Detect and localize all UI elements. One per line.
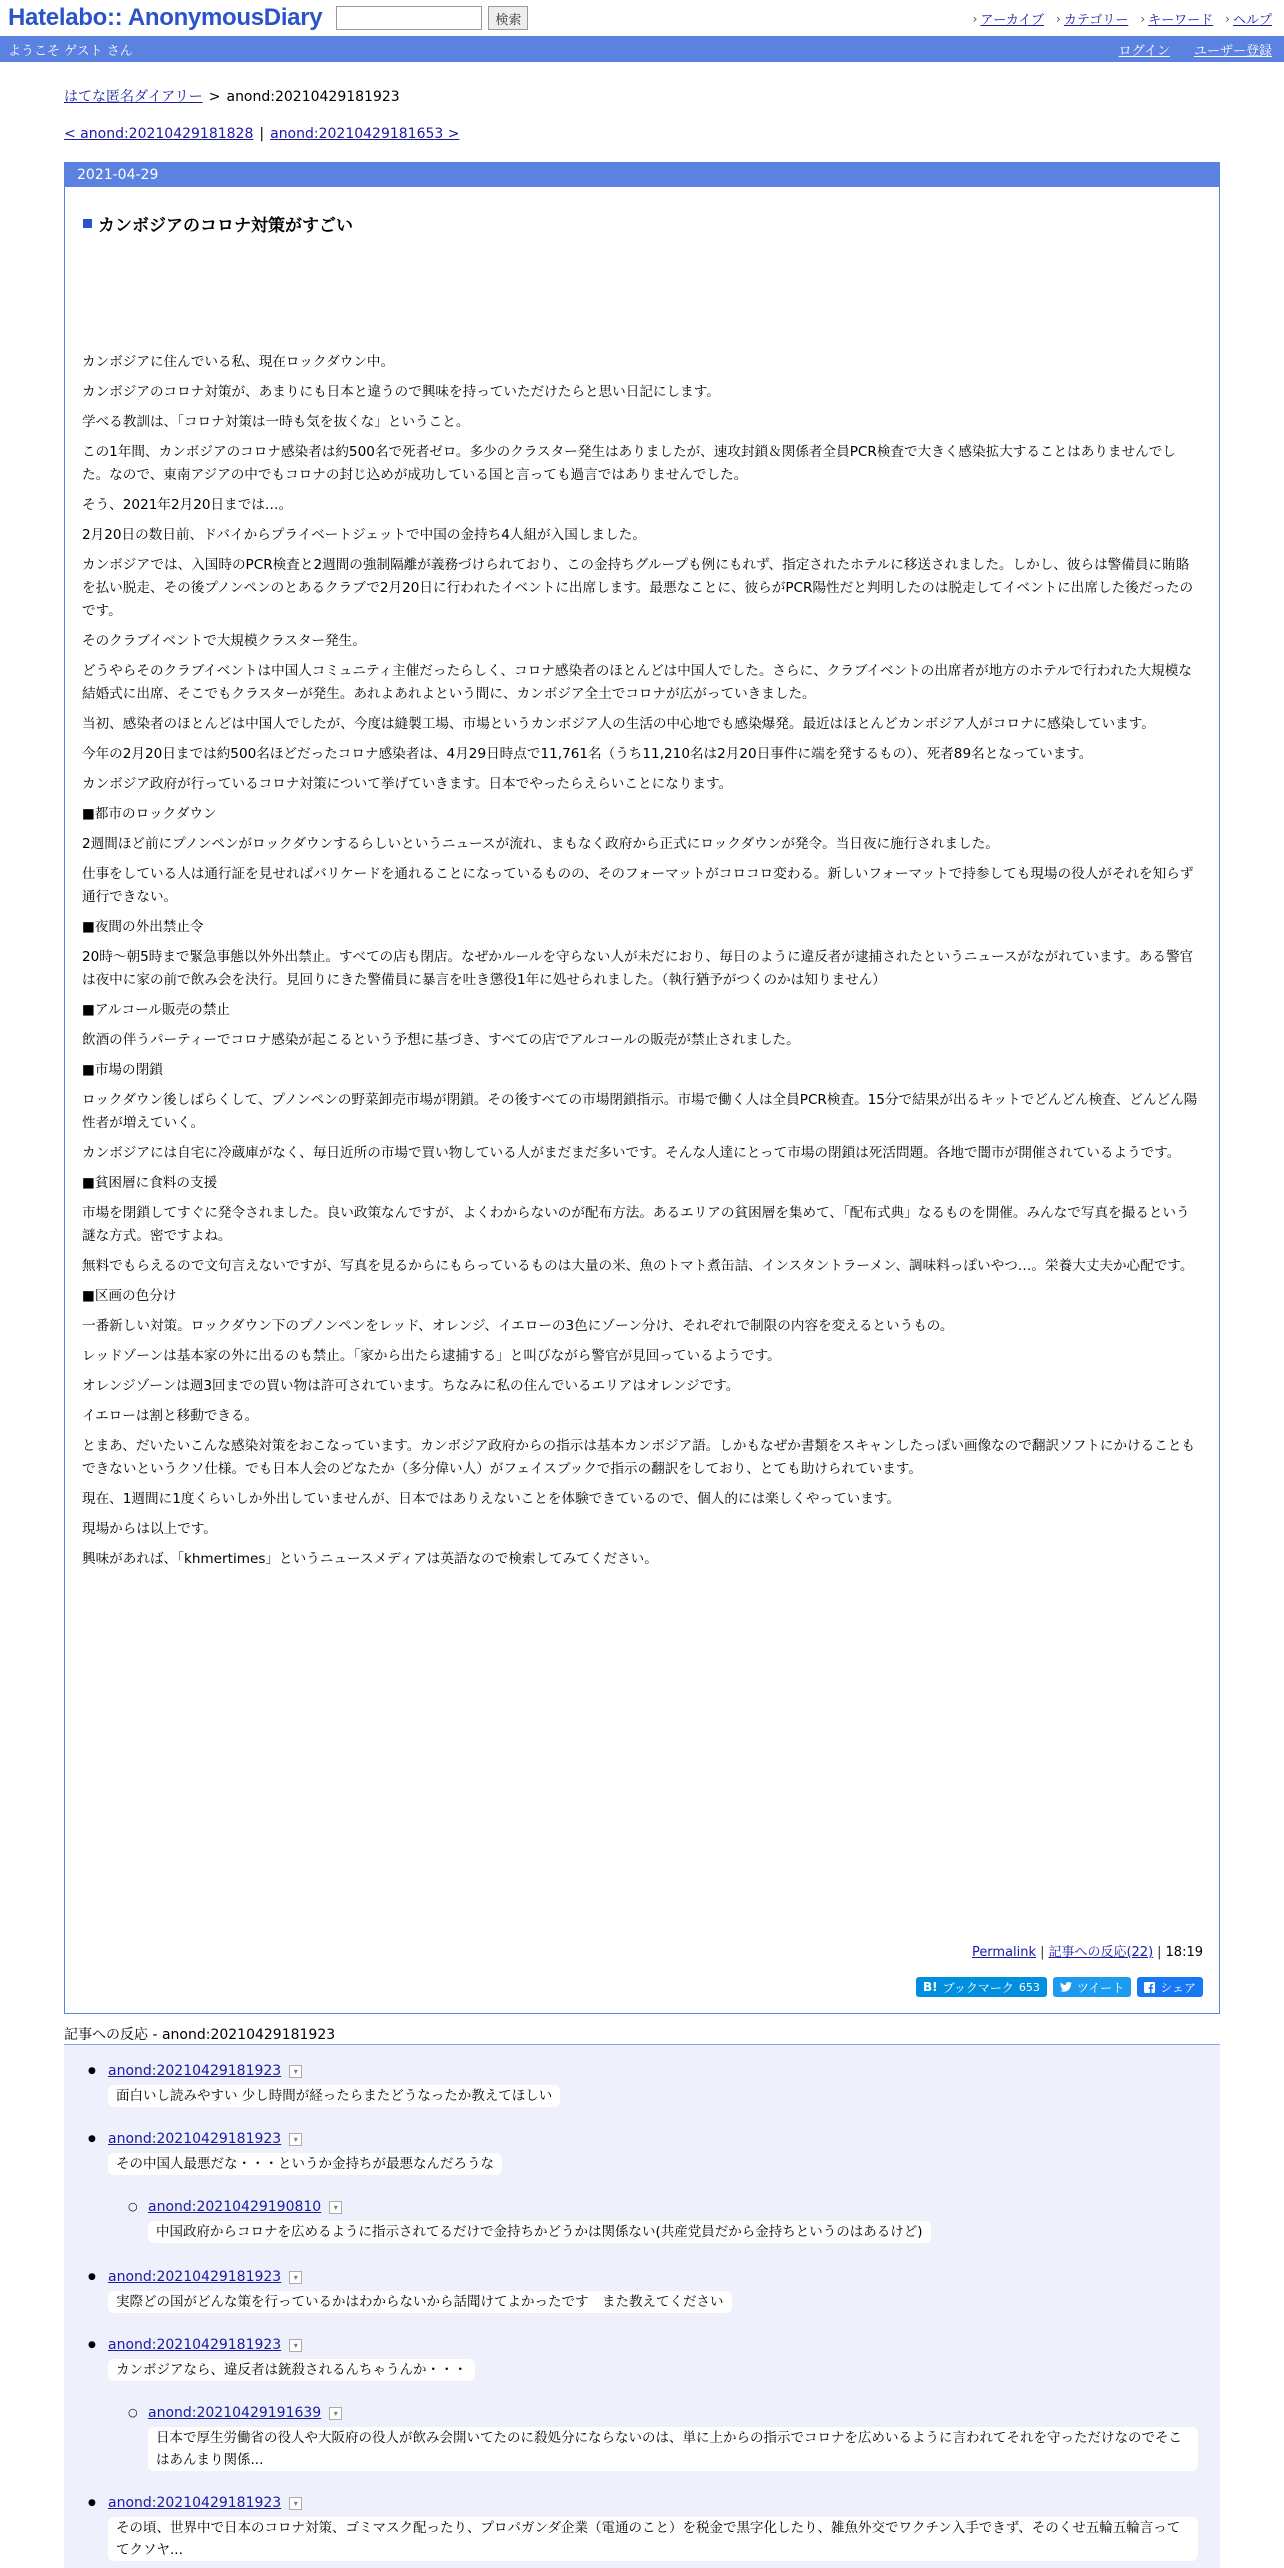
article-paragraph: レッドゾーンは基本家の外に出るのも禁止。「家から出たら逮捕する」と叫びながら警官が見回っているようです。	[82, 1348, 781, 1364]
reaction-excerpt: その頃、世界中で日本のコロナ対策、ゴミマスク配ったり、プロパガンダ企業（電通のこと）を税金で黒字化したり、雑魚外交でワクチン入手できず、そのくせ五輪五輪言っててクソヤ...	[108, 2517, 1198, 2561]
dropdown-icon[interactable]: ▾	[289, 2133, 302, 2146]
account-links	[1119, 40, 1276, 59]
reaction-item	[108, 2335, 302, 2355]
hatena-bookmark-icon: B!	[923, 1980, 938, 1994]
article-paragraph: 学べる教訓は、「コロナ対策は一時も気を抜くな」ということ。	[82, 414, 470, 430]
search-input[interactable]	[336, 6, 482, 30]
tweet-label: ツイート	[1076, 1980, 1125, 1995]
reaction-reply-item	[148, 2403, 342, 2423]
article-paragraph: 現在、1週間に1度くらいしか外出していませんが、日本ではありえないことを体験できているので、個人的には楽しくやっています。	[82, 1491, 900, 1507]
reaction-item	[108, 2493, 302, 2513]
reaction-excerpt: 面白いし読みやすい 少し時間が経ったらまたどうなったか教えてほしい	[108, 2085, 560, 2107]
article-paragraph: 20時〜朝5時まで緊急事態以外外出禁止。すべての店も閉店。なぜかルールを守らない人が未だにおり、毎日のように違反者が逮捕されたというニュースがながれています。ある警官は夜中に家の前で飲み会を決行。見回りにきた警備員に暴言を吐き懲役1年に処せられました。（執行猶予がつくのかは知りません）	[82, 949, 1194, 988]
reaction-item	[108, 2129, 302, 2149]
prev-entry-link[interactable]: < anond:20210429181828	[64, 126, 254, 142]
article-body	[82, 351, 1202, 1578]
nav-keyword[interactable]	[1140, 9, 1213, 28]
dropdown-icon[interactable]: ▾	[329, 2407, 342, 2420]
article-date: 2021-04-29	[65, 163, 1219, 187]
reaction-link[interactable]: ● anond:20210429181923	[108, 2495, 282, 2511]
reaction-excerpt: その中国人最悪だな・・・というか金持ちが最悪なんだろうな	[108, 2153, 502, 2175]
article-title: カンボジアのコロナ対策がすごい	[98, 216, 353, 236]
nav-archive-link[interactable]: アーカイブ	[980, 13, 1045, 28]
article-paragraph: ■アルコール販売の禁止	[82, 1002, 230, 1018]
article-paragraph: ■市場の閉鎖	[82, 1062, 163, 1078]
article-paragraph: ■貧困層に食料の支援	[82, 1175, 218, 1191]
share-buttons	[916, 1977, 1203, 1997]
top-bar	[0, 0, 1284, 36]
nav-help-link[interactable]: ヘルプ	[1232, 13, 1272, 28]
search-button[interactable]: 検索	[488, 6, 528, 30]
post-time: 18:19	[1165, 1945, 1203, 1960]
article-paragraph: 現場からは以上です。	[82, 1521, 217, 1537]
welcome-text: ようこそ ゲスト さん	[8, 43, 133, 59]
next-entry-link[interactable]: anond:20210429181653 >	[270, 126, 460, 142]
article-paragraph: この1年間、カンボジアのコロナ感染者は約500名で死者ゼロ。多少のクラスター発生はありましたが、速攻封鎖＆関係者全員PCR検査で大きく感染拡大することはありませんでした。なので、東南アジアの中でもコロナの封じ込めが成功している国と言っても過言ではありませんでした。	[82, 444, 1176, 483]
reactions-heading: 記事への反応 - anond:20210429181923	[64, 2027, 336, 2043]
dropdown-icon[interactable]: ▾	[289, 2065, 302, 2078]
article-paragraph: そう、2021年2月20日までは…。	[82, 497, 293, 513]
article-paragraph: 仕事をしている人は通行証を見せればバリケードを通れることになっているものの、そのフォーマットがコロコロ変わる。新しいフォーマットで持参しても現場の役人がそれを知らず通行できない。	[82, 866, 1194, 905]
nav-archive[interactable]	[973, 9, 1044, 28]
article-paragraph: カンボジア政府が行っているコロナ対策について挙げていきます。日本でやったらえらいことになります。	[82, 776, 733, 792]
article-paragraph: 当初、感染者のほとんどは中国人でしたが、今度は縫製工場、市場というカンボジア人の生活の中心地でも感染爆発。最近はほとんどカンボジア人がコロナに感染しています。	[82, 716, 1155, 732]
facebook-share-button[interactable]	[1137, 1977, 1203, 1997]
reaction-link[interactable]: ○ anond:20210429190810	[148, 2199, 322, 2215]
login-link[interactable]: ログイン	[1118, 43, 1170, 59]
reaction-excerpt: 日本で厚生労働省の役人や大阪府の役人が飲み会開いてたのに殺処分にならないのは、単に上からの指示でコロナを広めいるように言われてそれを守っただけなのでそこはあんまり関係...	[148, 2427, 1198, 2471]
article-paragraph: オレンジゾーンは週3回までの買い物は許可されています。ちなみに私の住んでいるエリアはオレンジです。	[82, 1378, 740, 1394]
dropdown-icon[interactable]: ▾	[289, 2497, 302, 2510]
article-paragraph: カンボジアには自宅に冷蔵庫がなく、毎日近所の市場で買い物している人がまだまだ多いです。そんな人達にとって市場の閉鎖は死活問題。各地で闇市が開催されているようです。	[82, 1145, 1181, 1161]
breadcrumb-home-link[interactable]: はてな匿名ダイアリー	[64, 89, 203, 105]
tweet-button[interactable]	[1053, 1977, 1131, 1997]
article-title-row	[83, 211, 1219, 236]
reactions-section	[64, 2044, 1220, 2568]
chevron-right-icon: ›	[1056, 11, 1061, 26]
pager-separator: |	[259, 126, 265, 142]
facebook-icon	[1144, 1982, 1155, 1993]
register-link[interactable]: ユーザー登録	[1193, 43, 1272, 59]
article-paragraph: 2週間ほど前にプノンペンがロックダウンするらしいというニュースが流れ、まもなく政府から正式にロックダウンが発令。当日夜に施行されました。	[82, 836, 999, 852]
nav-category[interactable]	[1056, 9, 1128, 28]
article-paragraph: 飲酒の伴うパーティーでコロナ感染が起こるという予想に基づき、すべての店でアルコールの販売が禁止されました。	[82, 1032, 800, 1048]
article-paragraph: どうやらそのクラブイベントは中国人コミュニティ主催だったらしく、コロナ感染者のほとんどは中国人でした。さらに、クラブイベントの出席者が地方のホテルで行われた大規模な結婚式に出席、そこでもクラスターが発生。あれよあれよという間に、カンボジア全土でコロナが広がっていきました。	[82, 663, 1192, 702]
breadcrumb	[64, 86, 1220, 106]
article-paragraph: そのクラブイベントで大規模クラスター発生。	[82, 633, 366, 649]
chevron-right-icon: ›	[1140, 11, 1146, 26]
nav-keyword-link[interactable]: キーワード	[1148, 13, 1214, 28]
top-nav	[973, 9, 1272, 28]
article-paragraph: 興味があれば、「khmertimes」というニュースメディアは英語なので検索してみてください。	[82, 1551, 658, 1567]
entry-pager	[64, 126, 1220, 142]
reaction-item	[108, 2061, 302, 2081]
article-meta	[972, 1941, 1203, 1960]
reaction-link[interactable]: ● anond:20210429181923	[108, 2063, 282, 2079]
article-paragraph: 今年の2月20日までは約500名ほどだったコロナ感染者は、4月29日時点で11,761名（うち11,210名は2月20日事件に端を発するもの）、死者89名となっています。	[82, 746, 1093, 762]
article-paragraph: 無料でもらえるので文句言えないですが、写真を見るからにもらっているものは大量の米、魚のトマト煮缶詰、インスタントラーメン、調味料っぽいやつ…。栄養大丈夫か心配です。	[82, 1258, 1194, 1274]
reaction-link[interactable]: ● anond:20210429181923	[108, 2269, 282, 2285]
article-paragraph: ロックダウン後しばらくして、プノンペンの野菜卸売市場が閉鎖。その後すべての市場閉鎖指示。市場で働く人は全員PCR検査。15分で結果が出るキットでどんどん検査、どんどん陽性者が増えていく。	[82, 1092, 1198, 1131]
dropdown-icon[interactable]: ▾	[289, 2271, 302, 2284]
article-paragraph: とまあ、だいたいこんな感染対策をおこなっています。カンボジア政府からの指示は基本カンボジア語。しかもなぜか書類をスキャンしたっぽい画像なので翻訳ソフトにかけることもできないというクソ仕様。でも日本人会のどなたか（多分偉い人）がフェイスブックで指示の翻訳をしており、とても助けられています。	[82, 1438, 1196, 1477]
twitter-bird-icon	[1060, 1982, 1072, 1992]
article	[64, 162, 1220, 2014]
hatena-bookmark-label: ブックマーク	[942, 1980, 1014, 1995]
article-paragraph: カンボジアのコロナ対策が、あまりにも日本と違うので興味を持っていただけたらと思い日記にします。	[82, 384, 720, 400]
meta-separator: |	[1040, 1945, 1045, 1960]
reaction-link[interactable]: ● anond:20210429181923	[108, 2337, 282, 2353]
article-paragraph: 2月20日の数日前、ドバイからプライベートジェットで中国の金持ち4人組が入国しました。	[82, 527, 646, 543]
share-label: シェア	[1160, 1980, 1196, 1995]
nav-help[interactable]	[1225, 9, 1272, 28]
dropdown-icon[interactable]: ▾	[329, 2201, 342, 2214]
hatena-bookmark-count: 653	[1018, 1980, 1040, 1994]
reaction-item	[108, 2267, 302, 2287]
article-paragraph: イエローは割と移動できる。	[82, 1408, 259, 1424]
square-bullet-icon[interactable]	[83, 219, 92, 228]
reaction-excerpt: カンボジアなら、違反者は銃殺されるんちゃうんか・・・	[108, 2359, 475, 2381]
dropdown-icon[interactable]: ▾	[289, 2339, 302, 2352]
article-paragraph: 一番新しい対策。ロックダウン下のプノンペンをレッド、オレンジ、イエローの3色にゾーン分け、それぞれで制限の内容を変えるというもの。	[82, 1318, 954, 1334]
reaction-excerpt: 実際どの国がどんな策を行っているかはわからないから話聞けてよかったです また教えてください	[108, 2291, 732, 2313]
permalink[interactable]: Permalink	[971, 1945, 1037, 1960]
article-paragraph: ■夜間の外出禁止令	[82, 919, 204, 935]
welcome-bar	[0, 36, 1284, 62]
nav-category-link[interactable]: カテゴリー	[1063, 13, 1129, 28]
reaction-excerpt: 中国政府からコロナを広めるように指示されてるだけで金持ちかどうかは関係ない(共産党員だから金持ちというのはあるけど)	[148, 2221, 931, 2243]
breadcrumb-separator: >	[208, 89, 221, 105]
reaction-reply-item	[148, 2197, 342, 2217]
reaction-link[interactable]: ● anond:20210429181923	[108, 2131, 282, 2147]
chevron-right-icon: ›	[972, 11, 978, 26]
hatena-bookmark-button[interactable]	[916, 1977, 1047, 1997]
chevron-right-icon: ›	[1225, 11, 1230, 26]
article-paragraph: ■区画の色分け	[82, 1288, 177, 1304]
site-logo[interactable]: Hatelabo:: AnonymousDiary	[8, 4, 323, 31]
meta-separator: |	[1157, 1945, 1162, 1960]
article-paragraph: ■都市のロックダウン	[82, 806, 217, 822]
reaction-link[interactable]: ○ anond:20210429191639	[148, 2405, 322, 2421]
article-paragraph: カンボジアでは、入国時のPCR検査と2週間の強制隔離が義務づけられており、この金持ちグループも例にもれず、指定されたホテルに移送されました。しかし、彼らは警備員に賄賂を払い脱走、その後プノンペンのとあるクラブで2月20日に行われたイベントに出席します。最悪なことに、彼らがPCR陽性だと判明したのは脱走してイベントに出席した後だったのです。	[82, 557, 1194, 619]
article-paragraph: 市場を閉鎖してすぐに発令されました。良い政策なんですが、よくわからないのが配布方法。あるエリアの貧困層を集めて、「配布式典」なるものを開催。みんなで写真を撮るという謎な方式。密ですよね。	[82, 1205, 1190, 1244]
reactions-link[interactable]: 記事への反応(22)	[1048, 1945, 1154, 1960]
breadcrumb-current: anond:20210429181923	[226, 89, 400, 105]
article-paragraph: カンボジアに住んでいる私、現在ロックダウン中。	[82, 354, 395, 370]
